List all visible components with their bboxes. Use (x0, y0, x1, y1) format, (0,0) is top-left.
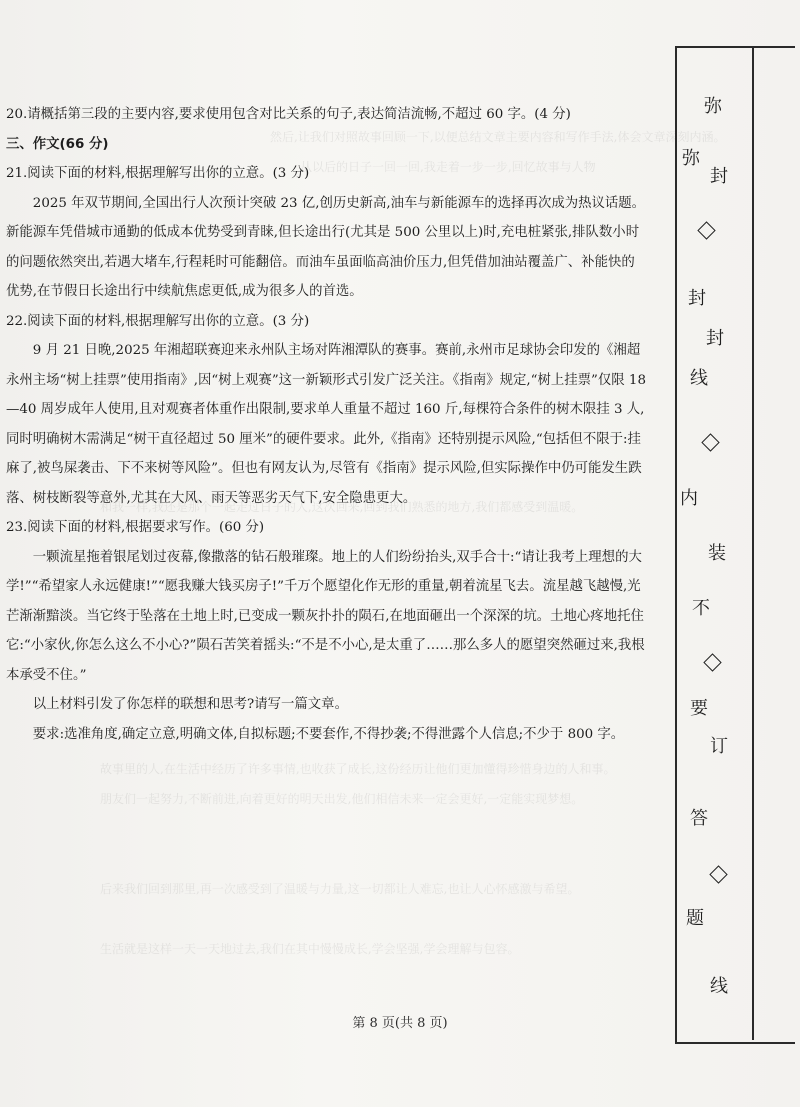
seal-char: 答 (690, 808, 708, 829)
page-footer: 第 8 页(共 8 页) (352, 1016, 448, 1031)
bleed-through-text: 和我一样,我还是那个一起走过日子的人,这次回来,回到我们熟悉的地方,我们都感受到温暖。 (100, 500, 584, 514)
question-23-requirements: 要求:选准角度,确定立意,明确文体,自拟标题;不要套作,不得抄袭;不得泄露个人信息;不少于 800 字。 (32, 726, 625, 742)
seal-char: 封 (688, 288, 706, 309)
seal-char: 封 (706, 328, 724, 349)
seal-char: 弥 (704, 96, 722, 117)
bleed-through-text: 然后,让我们对照故事回顾一下,以便总结文章主要内容和写作手法,体会文章深刻内涵。 (270, 130, 726, 144)
seal-char: 封 (710, 166, 728, 187)
exam-content (6, 100, 646, 749)
seal-char: 不 (692, 598, 710, 619)
seal-char: 线 (710, 976, 728, 997)
seal-char: 线 (690, 368, 708, 389)
question-21-material: 2025 年双节期间,全国出行人次预计突破 23 亿,创历史新高,油车与新能源车的选择再次成为热议话题。新能源车凭借城市通勤的低成本优势受到青睐,但长途出行(尤其是 500 公里以上)时,充电桩紧张,排队数小时的问题依然突出,若遇大堵车,行程耗时可能翻倍。而油车虽面临高油价压力,但凭借加油站覆盖广、补能快的优势,在节假日长途出行中续航焦虑更低,成为很多人的首选。 (6, 195, 646, 299)
binding-divider-line (752, 46, 754, 1040)
question-22-prompt: 22.阅读下面的材料,根据理解写出你的立意。(3 分) (6, 313, 310, 329)
bleed-through-text: 从以后的日子一回一回,我走着一步一步,回忆故事与人物 (300, 160, 596, 174)
seal-char: 要 (690, 698, 708, 719)
question-22-material: 9 月 21 日晚,2025 年湘超联赛迎来永州队主场对阵湘潭队的赛事。赛前,永州市足球协会印发的《湘超永州主场“树上挂票”使用指南》,因“树上观赛”这一新颖形式引发广泛关注。《指南》规定,“树上挂票”仅限 18—40 周岁成年人使用,且对观赛者体重作出限制,要求单人重量不超过 160 斤,每棵符合条件的树木限挂 3 人,同时明确树木需满足“树干直径超过 50 厘米”的硬件要求。此外,《指南》还特别提示风险,“包括但不限于:挂麻了,被鸟屎袭击、下不来树等风险”。但也有网友认为,尽管有《指南》提示风险,但实际操作中仍可能发生跌落、树枝断裂等意外,尤其在大风、雨天等恶劣天气下,安全隐患更大。 (6, 343, 646, 506)
seal-char: 装 (708, 543, 726, 564)
seal-char: 弥 (682, 148, 700, 169)
seal-char: 内 (680, 488, 698, 509)
bleed-through-text: 朋友们一起努力,不断前进,向着更好的明天出发,他们相信未来一定会更好,一定能实现梦想。 (100, 792, 584, 806)
question-21-prompt: 21.阅读下面的材料,根据理解写出你的立意。(3 分) (6, 166, 310, 181)
seal-char: 订 (710, 736, 728, 757)
bleed-through-text: 故事里的人,在生活中经历了许多事情,也收获了成长,这份经历让他们更加懂得珍惜身边的人和事。 (100, 762, 616, 776)
section-title-composition: 三、作文(66 分) (6, 136, 109, 152)
question-23-prompt: 23.阅读下面的材料,根据要求写作。(60 分) (6, 520, 265, 535)
seal-char: 题 (686, 908, 704, 929)
question-20: 20.请概括第三段的主要内容,要求使用包含对比关系的句子,表达简洁流畅,不超过 60 字。(4 分) (6, 107, 571, 122)
bleed-through-text: 后来我们回到那里,再一次感受到了温暖与力量,这一切都让人难忘,也让人心怀感激与希望。 (100, 882, 580, 896)
question-23-task: 以上材料引发了你怎样的联想和思考?请写一篇文章。 (32, 697, 348, 712)
binding-margin-frame (675, 46, 795, 1044)
bleed-through-text: 生活就是这样一天一天地过去,我们在其中慢慢成长,学会坚强,学会理解与包容。 (100, 942, 520, 956)
question-23-material: 一颗流星拖着银尾划过夜幕,像撒落的钻石般璀璨。地上的人们纷纷抬头,双手合十:“请让我考上理想的大学!”“希望家人永远健康!”“愿我赚大钱买房子!”千万个愿望化作无形的重量,朝着流星飞去。流星越飞越慢,光芒渐渐黯淡。当它终于坠落在土地上时,已变成一颗灰扑扑的陨石,在地面砸出一个深深的坑。土地心疼地托住它:“小家伙,你怎么这么不小心?”陨石苦笑着摇头:“不是不小心,是太重了……那么多人的愿望突然砸过来,我根本承受不住。” (6, 549, 645, 683)
